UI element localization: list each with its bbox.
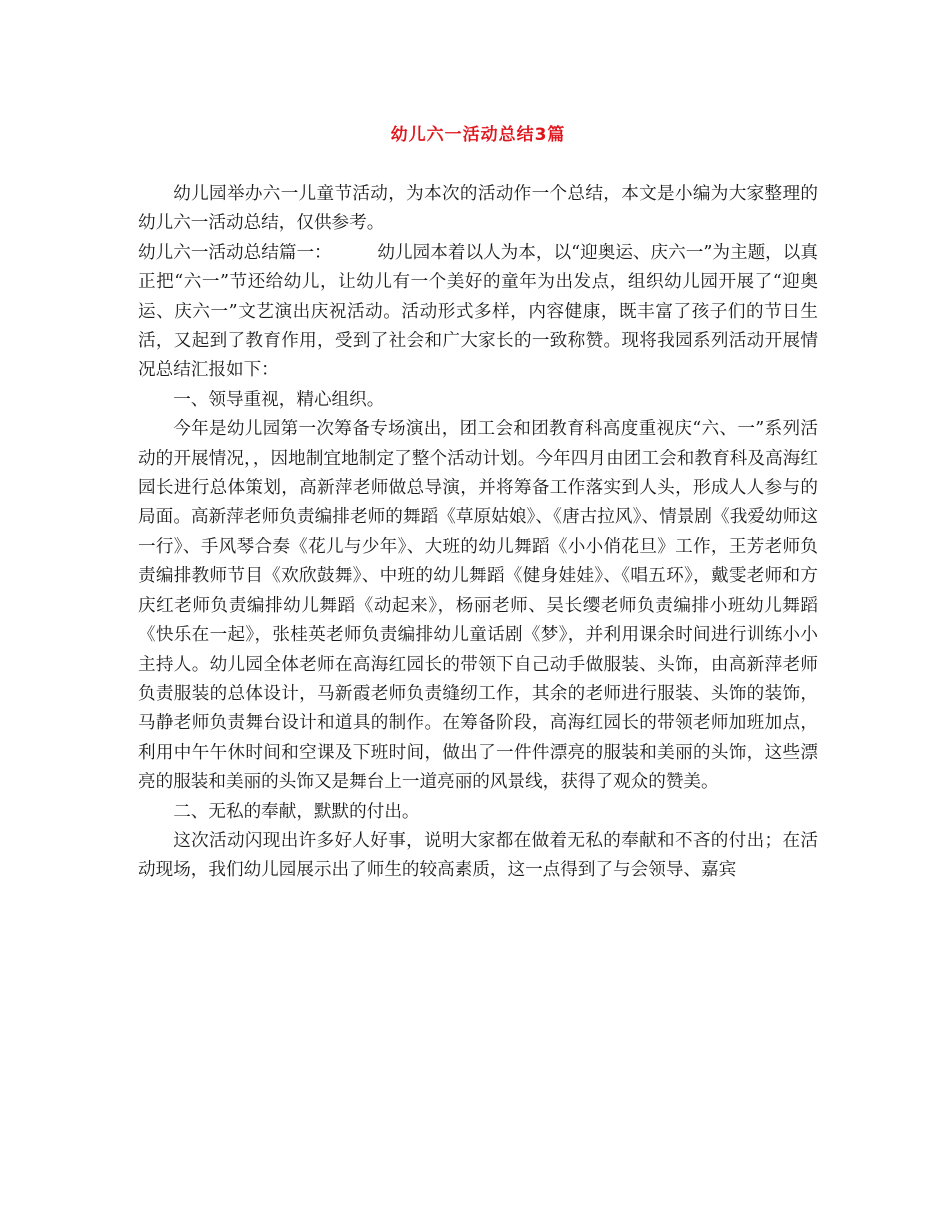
document-title: 幼儿六一活动总结3篇 [390, 125, 566, 145]
section2-body: 这次活动闪现出许多好人好事，说明大家都在做着无私的奉献和不吝的付出；在活动现场，我们幼儿园展示出了师生的较高素质，这一点得到了与会领导、嘉宾 [138, 830, 818, 881]
section1-heading: 一、领导重视，精心组织。 [173, 389, 385, 410]
intro-paragraph: 幼儿园举办六一儿童节活动，为本次的活动作一个总结，本文是小编为大家整理的幼儿六一活动总结，仅供参考。 [138, 184, 818, 234]
part1-paragraph [138, 239, 818, 386]
section1-body: 今年是幼儿园第一次筹备专场演出，团工会和团教育科高度重视庆“六、一”系列活动的开展情况，，因地制宜地制定了整个活动计划。今年四月由团工会和教育科及高海红园长进行总体策划，高新萍老师做总导演，并将筹备工作落实到人头，形成人人参与的局面。高新萍老师负责编排老师的舞蹈《草原姑娘》、《唐古拉风》、情景剧《我爱幼师这一行》、手风琴合奏《花儿与少年》、大班的幼儿舞蹈《小小俏花旦》工作，王芳老师负责编排教师节目《欢欣鼓舞》、中班的幼儿舞蹈《健身娃娃》、《唱五环》，戴雯老师和方庆红老师负责编排幼儿舞蹈《动起来》，杨丽老师、吴长缨老师负责编排小班幼儿舞蹈《快乐在一起》，张桂英老师负责编排幼儿童话剧《梦》，并利用课余时间进行训练小小主持人。幼儿园全体老师在高海红园长的带领下自己动手做服装、头饰，由高新萍老师负责服装的总体设计，马新霞老师负责缝纫工作，其余的老师进行服装、头饰的装饰，马静老师负责舞台设计和道具的制作。在筹备阶段，高海红园长的带领老师加班加点，利用中午午休时间和空课及下班时间，做出了一件件漂亮的服装和美丽的头饰，这些漂亮的服装和美丽的头饰又是舞台上一道亮丽的风景线，获得了观众的赞美。 [138, 419, 818, 793]
section2-heading: 二、无私的奉献，默默的付出。 [173, 801, 420, 822]
document-page [138, 122, 818, 886]
part1-heading: 幼儿六一活动总结篇一： [138, 242, 332, 263]
part1-body: 幼儿园本着以人为本，以“迎奥运、庆六一”为主题，以真正把“六一”节还给幼儿，让幼儿有一个美好的童年为出发点，组织幼儿园开展了“迎奥运、庆六一”文艺演出庆祝活动。活动形式多样，内容健康，既丰富了孩子们的节日生活，又起到了教育作用，受到了社会和广大家长的一致称赞。现将我园系列活动开展情况总结汇报如下： [138, 242, 818, 381]
